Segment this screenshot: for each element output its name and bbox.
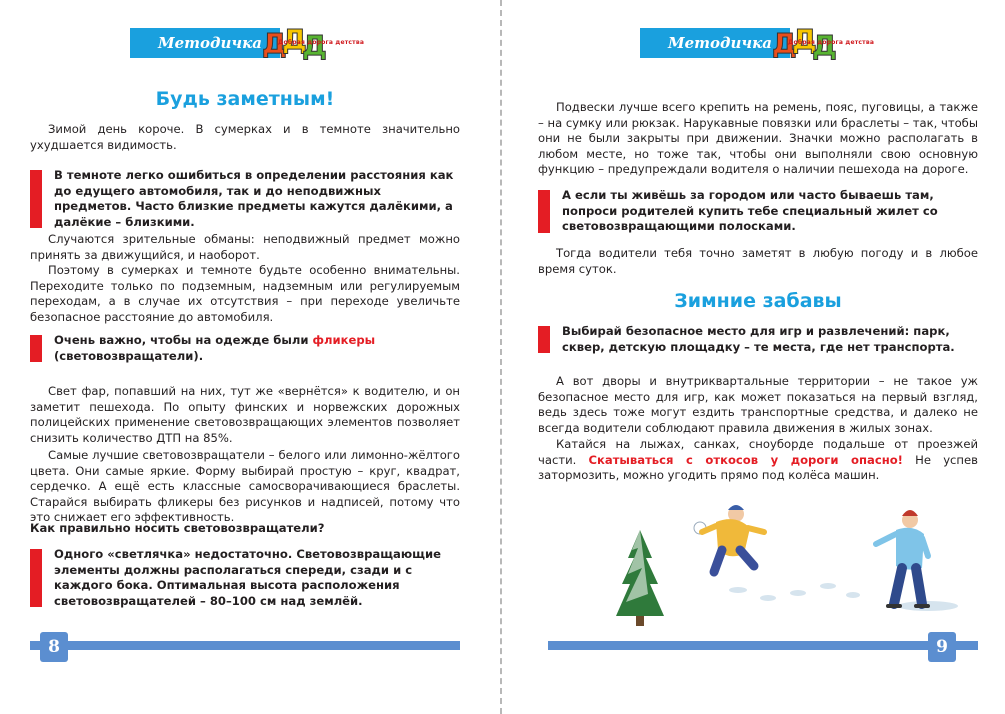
paragraph: Зимой день короче. В сумерках и в темноте значительно ухудшается видимость.: [30, 122, 460, 152]
note-text: (световозвращатели).: [54, 348, 204, 363]
header-label: Методичка: [130, 28, 280, 58]
logo-letter: Д: [262, 27, 287, 60]
paragraph: Поэтому в сумерках и темноте будьте особенно внимательны. Переходите только по подземным, надземным или регулируемым переходам, а в случае их отсутствия – при переходе увеличьте безопасное расстояние до автомобиля.: [30, 263, 460, 324]
highlight-note: Выбирай безопасное место для игр и развлечений: парк, сквер, детскую площадку – те места, где нет транспорта.: [538, 324, 978, 355]
paragraph: Случаются зрительные обманы: неподвижный предмет можно принять за движущийся, и наоборот.: [30, 232, 460, 262]
paragraph: Подвески лучше всего крепить на ремень, пояс, пуговицы, а также – на сумку или рюкзак. Нарукавные повязки или браслеты – так, чтобы они не были закрыты при движении. Значки можно располагать в любом месте, но тоже так, чтобы они выполняли свою основную функцию – предупреждали водителя о наличии пешехода на дороге.: [538, 100, 978, 176]
highlight-note: А если ты живёшь за городом или часто бываешь там, попроси родителей купить тебе специальный жилет со световозвращающими полосками.: [538, 188, 978, 235]
logo-letter: Д: [792, 23, 817, 56]
page-number: 9: [928, 632, 956, 662]
logo-letter: Д: [812, 29, 837, 62]
kid-yellow-jacket: [694, 505, 764, 572]
highlight-note: Одного «светлячка» недостаточно. Световозвращающие элементы должны располагаться спереди, сзади и с каждого бока. Оптимальная высота расположения световозвращателей – 80–100 см над землёй.: [30, 547, 460, 609]
snowball-illustration: [598, 498, 978, 633]
logo-letter: Д: [772, 27, 797, 60]
page-header: [130, 23, 365, 62]
logo: [258, 23, 365, 62]
flicker-term: фликеры: [312, 333, 376, 347]
logo-letter: Д: [302, 29, 327, 62]
paragraph-text: Не успев затормозить, можно угодить прямо под колёса машин.: [538, 452, 978, 482]
section-title: Зимние забавы: [674, 290, 842, 312]
left-page: [0, 0, 496, 714]
footer-line: [548, 641, 978, 650]
fir-tree-icon: [616, 530, 664, 626]
page-fold: [500, 0, 502, 714]
page-number: 8: [40, 632, 68, 662]
paragraph: [538, 437, 978, 484]
highlight-note: В темноте легко ошибиться в определении расстояния как до едущего автомобиля, так и до неподвижных предметов. Часто близкие предметы кажутся далёкими, а далёкие – близкими.: [30, 168, 460, 230]
page-header: [640, 23, 875, 62]
section-title: Будь заметным!: [155, 88, 335, 110]
note-text: Очень важно, чтобы на одежде были: [54, 333, 313, 347]
kid-blue-jacket: [876, 510, 928, 606]
paragraph: Самые лучшие световозвращатели – белого или лимонно-жёлтого цвета. Они самые яркие. Форму выбирай простую – круг, квадрат, сердечко. А ещё есть классные самосворачивающиеся браслеты. Старайся выбирать фликеры без рисунков и надписей, потому что это снижает его эффективность.: [30, 448, 460, 524]
right-page: [508, 0, 1005, 714]
paragraph: А вот дворы и внутриквартальные территории – не такое уж безопасное место для игр, как может показаться на первый взгляд, ведь здесь тоже могут ездить транспортные средства, и далеко не всегда водители соблюдают правила движения в жилых зонах.: [538, 374, 978, 435]
logo-caption: Добрая дорога детства: [788, 39, 875, 46]
warning-text: Скатываться с откосов у дороги опасно!: [588, 452, 903, 467]
logo-letter: Д: [282, 23, 307, 56]
paragraph: Свет фар, попавший на них, тут же «вернётся» к водителю, и он заметит пешехода. По опыту финских и норвежских дорожных полицейских применение световозвращающих элементов позволяет снизить количество ДТП на 85%.: [30, 384, 460, 445]
header-label: Методичка: [640, 28, 790, 58]
logo-caption: Добрая дорога детства: [278, 39, 365, 46]
paragraph: Тогда водители тебя точно заметят в любую погоду и в любое время суток.: [538, 246, 978, 276]
highlight-note: [30, 333, 460, 364]
footer-line: [30, 641, 460, 650]
paragraph-text: Катайся на лыжах, санках, сноуборде подальше от проезжей части.: [538, 437, 978, 467]
question-heading: Как правильно носить световозвращатели?: [30, 521, 325, 535]
logo: [768, 23, 875, 62]
